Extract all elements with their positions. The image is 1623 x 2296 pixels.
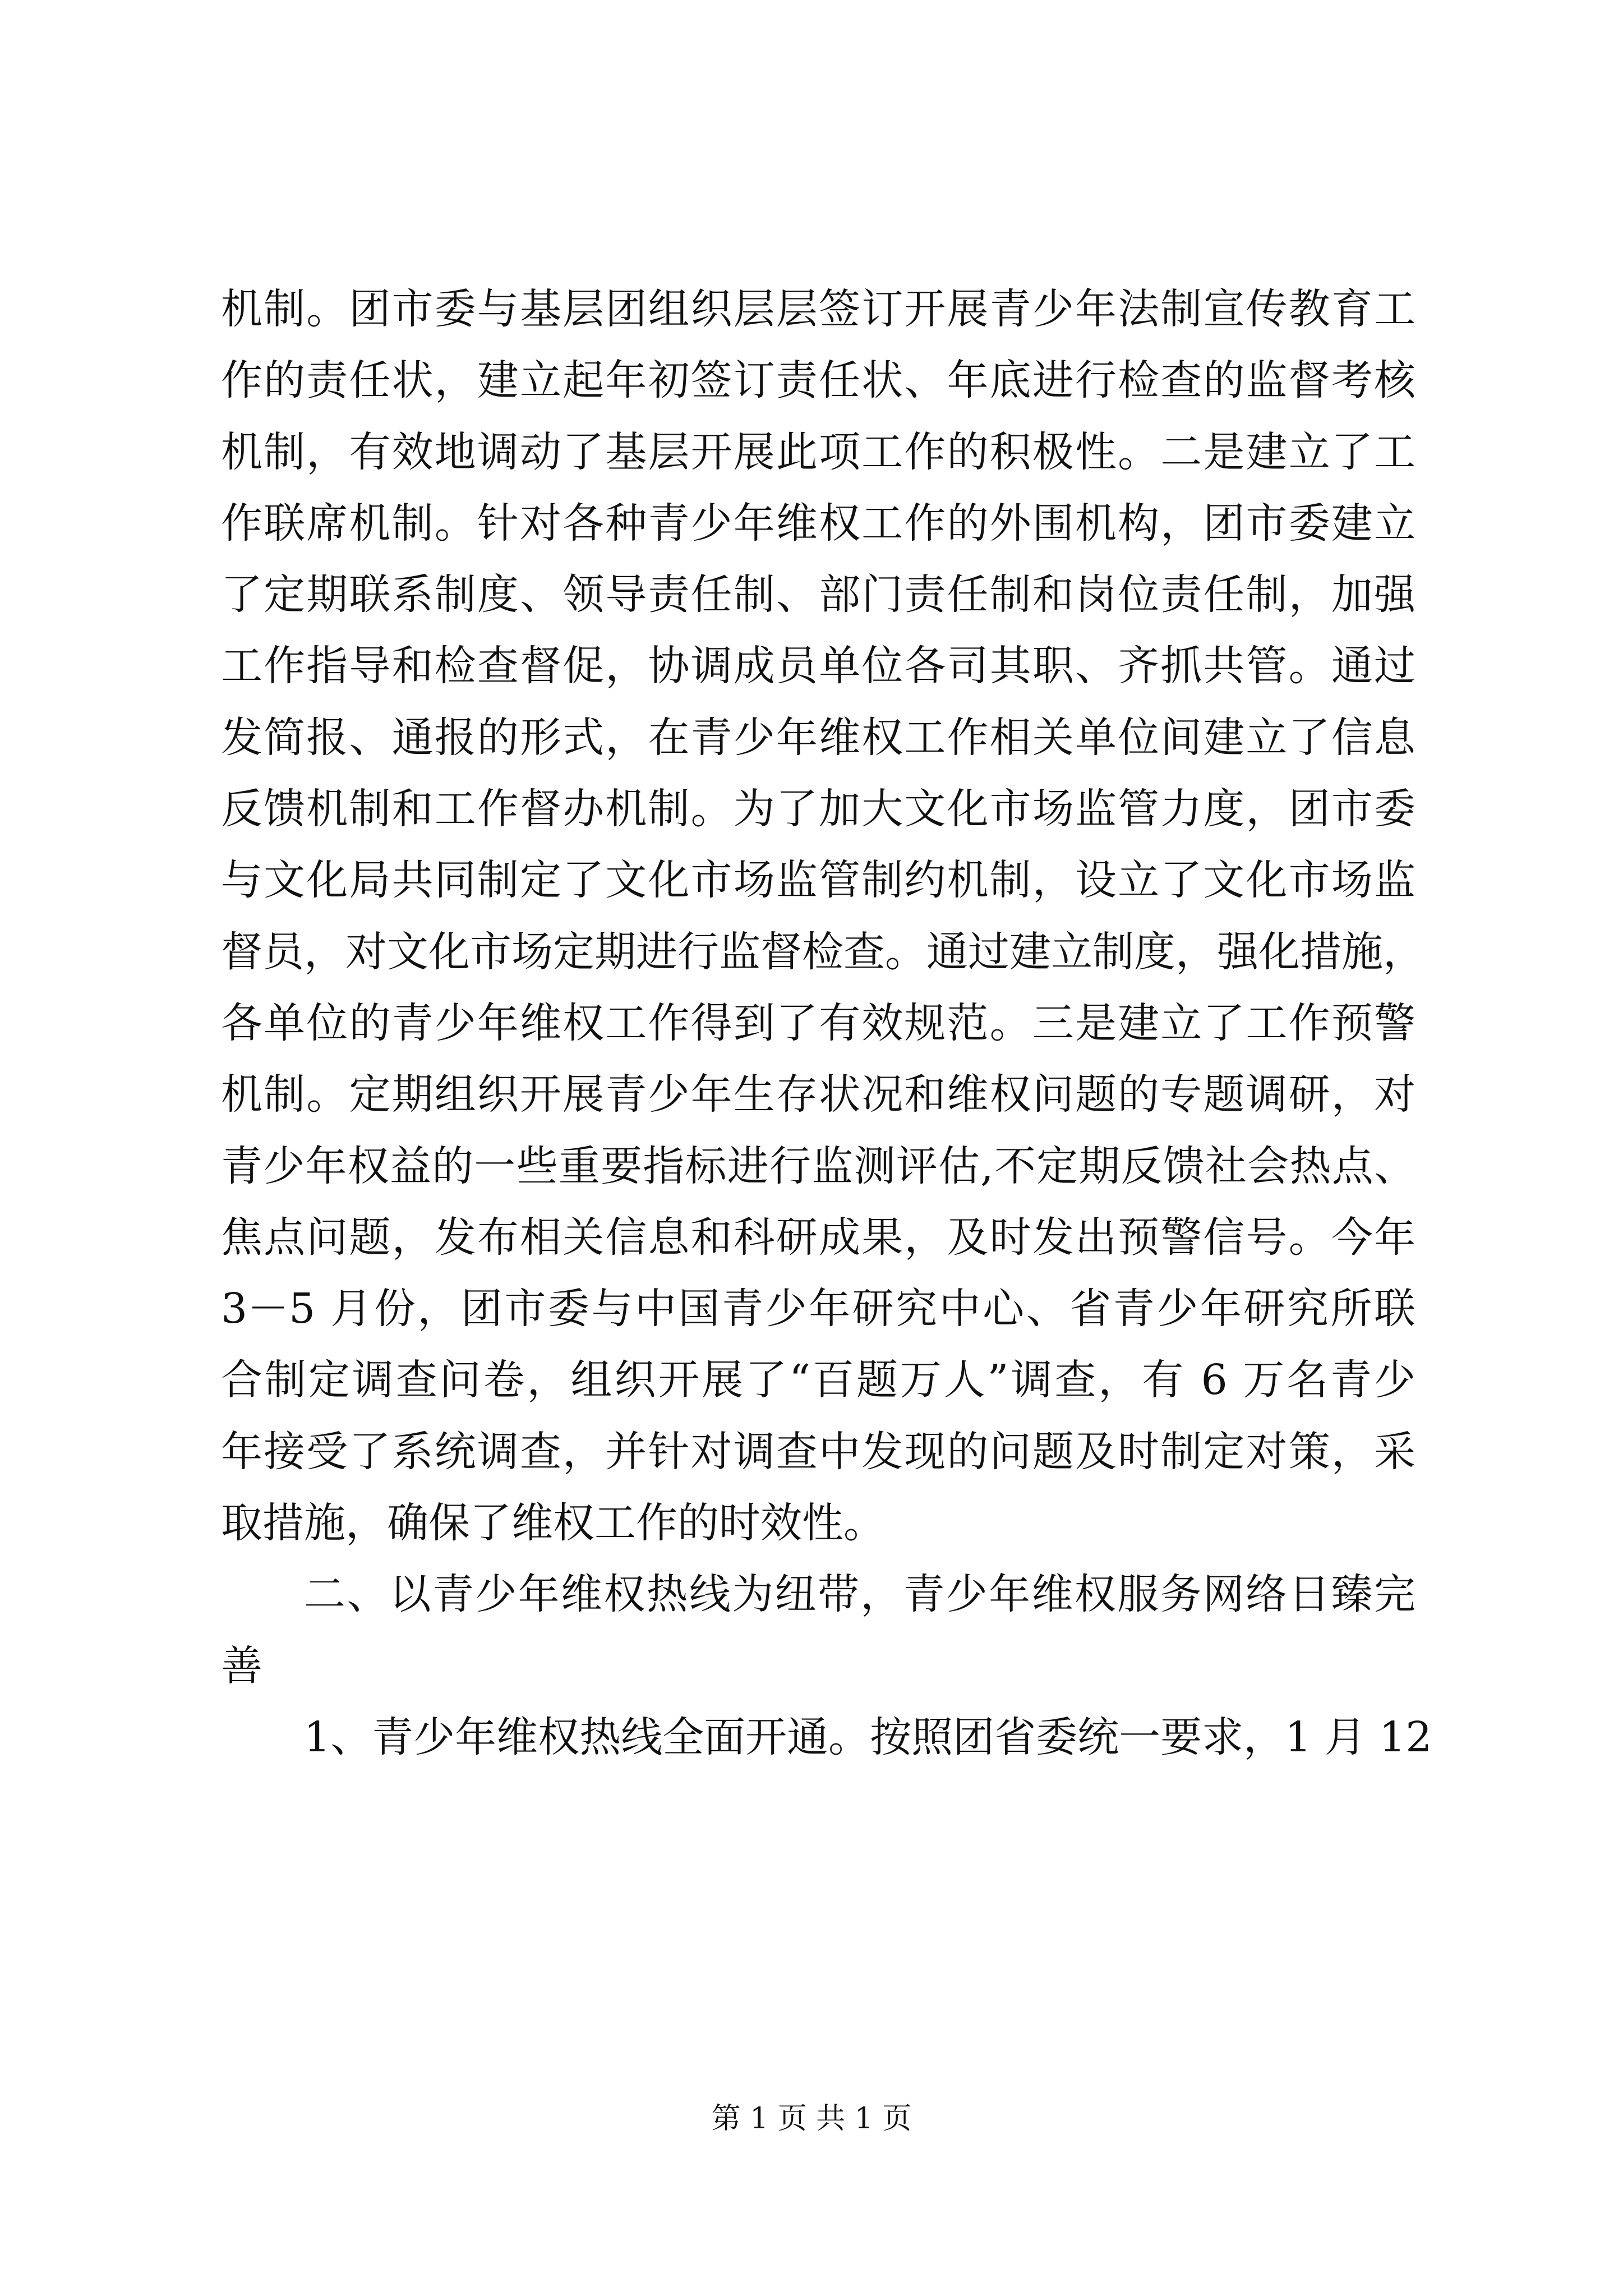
- section-heading-line-2: 善: [221, 1641, 262, 1690]
- text-line-21: 1、青少年维权热线全面开通。按照团省委统一要求，1 月 12: [304, 1713, 1432, 1761]
- text-line-2: 作的责任状，建立起年初签订责任状、年底进行检查的监督考核: [221, 356, 1415, 405]
- text-line-10: 督员，对文化市场定期进行监督检查。通过建立制度，强化措施，: [221, 927, 1424, 976]
- page-footer: 第 1 页 共 1 页: [711, 2102, 912, 2136]
- text-line-13: 青少年权益的一些重要指标进行监测评估,不定期反馈社会热点、: [221, 1142, 1415, 1190]
- text-line-9: 与文化局共同制定了文化市场监管制约机制，设立了文化市场监: [221, 856, 1415, 905]
- text-line-5: 了定期联系制度、领导责任制、部门责任制和岗位责任制，加强: [221, 570, 1415, 619]
- text-line-8: 反馈机制和工作督办机制。为了加大文化市场监管力度，团市委: [221, 785, 1415, 834]
- text-line-7: 发简报、通报的形式，在青少年维权工作相关单位间建立了信息: [221, 713, 1415, 762]
- section-heading-line-1: 二、以青少年维权热线为纽带，青少年维权服务网络日臻完: [304, 1570, 1415, 1619]
- text-line-17: 年接受了系统调查，并针对调查中发现的问题及时制定对策，采: [221, 1427, 1415, 1476]
- text-line-12: 机制。定期组织开展青少年生存状况和维权问题的专题调研，对: [221, 1070, 1415, 1119]
- text-line-16: 合制定调查问卷，组织开展了“百题万人”调查，有 6 万名青少: [221, 1356, 1415, 1405]
- text-line-3: 机制，有效地调动了基层开展此项工作的积极性。二是建立了工: [221, 427, 1415, 476]
- text-line-11: 各单位的青少年维权工作得到了有效规范。三是建立了工作预警: [221, 999, 1415, 1047]
- text-line-1: 机制。团市委与基层团组织层层签订开展青少年法制宣传教育工: [221, 285, 1415, 333]
- text-line-6: 工作指导和检查督促，协调成员单位各司其职、齐抓共管。通过: [221, 642, 1415, 691]
- text-line-18: 取措施，确保了维权工作的时效性。: [221, 1499, 885, 1548]
- text-line-15: 3－5 月份，团市委与中国青少年研究中心、省青少年研究所联: [221, 1285, 1415, 1333]
- text-line-14: 焦点问题，发布相关信息和科研成果，及时发出预警信号。今年: [221, 1213, 1415, 1262]
- text-line-4: 作联席机制。针对各种青少年维权工作的外围机构，团市委建立: [221, 499, 1415, 547]
- document-body: [221, 274, 1432, 1773]
